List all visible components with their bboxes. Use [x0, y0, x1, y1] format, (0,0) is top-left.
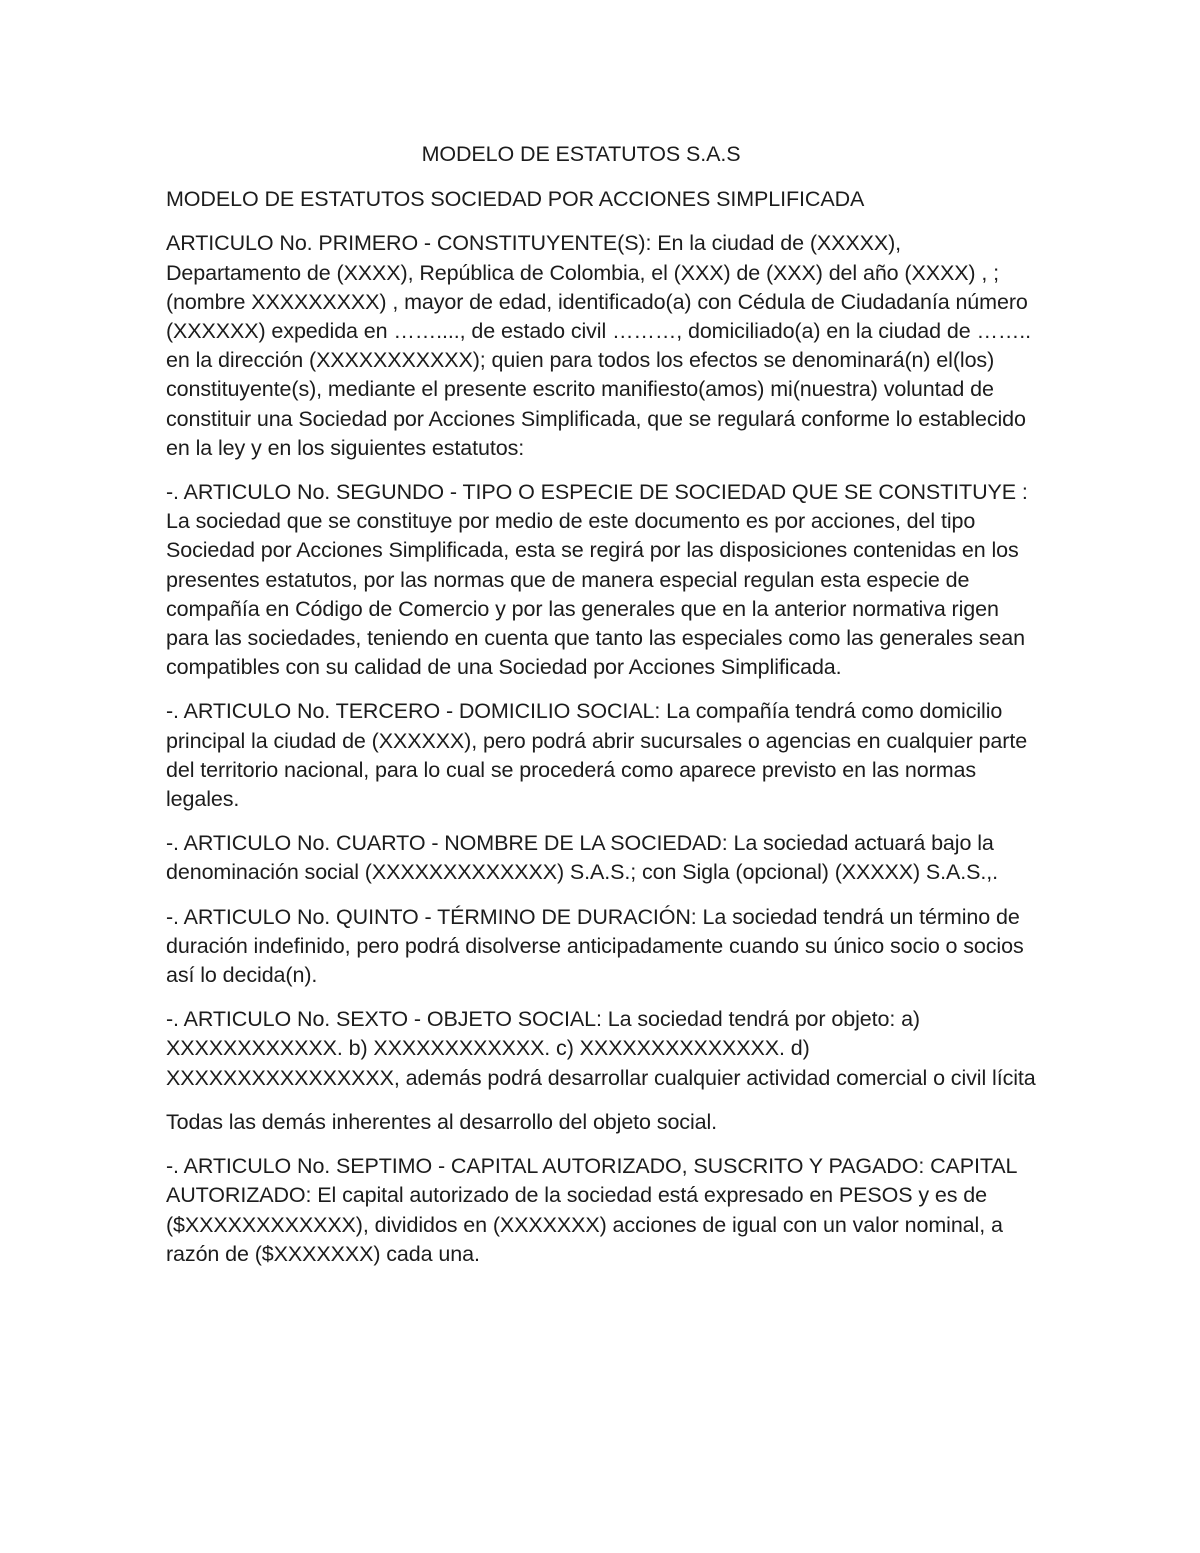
article-sexto-note: Todas las demás inherentes al desarrollo del objeto social.: [166, 1109, 718, 1134]
document-body: [166, 140, 1036, 1284]
article-cuarto: -. ARTICULO No. CUARTO - NOMBRE DE LA SOCIEDAD: La sociedad actuará bajo la denominación social (XXXXXXXXXXXXX) S.A.S.; con Sigla (opcional) (XXXXX) S.A.S.,.: [166, 831, 998, 885]
article-sexto: -. ARTICULO No. SEXTO - OBJETO SOCIAL: La sociedad tendrá por objeto: a) XXXXXXXXXXXX. b) XXXXXXXXXXXX. c) XXXXXXXXXXXXXX. d) XXXXXXXXXXXXXXXX, además podrá desarrollar cualquier actividad comercial o civil lícita: [166, 1007, 1036, 1090]
article-segundo: -. ARTICULO No. SEGUNDO - TIPO O ESPECIE DE SOCIEDAD QUE SE CONSTITUYE : La sociedad que se constituye por medio de este documento es por acciones, del tipo Sociedad por Acciones Simplificada, esta se regirá por las disposiciones contenidas en los presentes estatutos, por las normas que de manera especial regulan esta especie de compañía en Código de Comercio y por las generales que en la anterior normativa rigen para las sociedades, teniendo en cuenta que tanto las especiales como las generales sean compatibles con su calidad de una Sociedad por Acciones Simplificada.: [166, 480, 1028, 680]
article-tercero: -. ARTICULO No. TERCERO - DOMICILIO SOCIAL: La compañía tendrá como domicilio principal la ciudad de (XXXXXX), pero podrá abrir sucursales o agencias en cualquier parte del territorio nacional, para lo cual se procederá como aparece previsto en las normas legales.: [166, 699, 1028, 812]
document-title: MODELO DE ESTATUTOS S.A.S: [421, 142, 741, 166]
article-septimo: -. ARTICULO No. SEPTIMO - CAPITAL AUTORIZADO, SUSCRITO Y PAGADO: CAPITAL AUTORIZADO: El capital autorizado de la sociedad está expresado en PESOS y es de ($XXXXXXXXXXXX), divididos en (XXXXXXX) acciones de igual con un valor nominal, a razón de ($XXXXXXX) cada una.: [166, 1154, 1017, 1266]
document-subtitle: MODELO DE ESTATUTOS SOCIEDAD POR ACCIONES SIMPLIFICADA: [166, 187, 865, 212]
article-primero: ARTICULO No. PRIMERO - CONSTITUYENTE(S): En la ciudad de (XXXXX), Departamento de (XXXX), República de Colombia, el (XXX) de (XXX) del año (XXXX) , ;(nombre XXXXXXXXX) , mayor de edad, identificado(a) con Cédula de Ciudadanía número (XXXXXX) expedida en ……...., de estado civil ………, domiciliado(a) en la ciudad de …….. en la dirección (XXXXXXXXXXX); quien para todos los efectos se denominará(n) el(los) constituyente(s), mediante el presente escrito manifiesto(amos) mi(nuestra) voluntad de constituir una Sociedad por Acciones Simplificada, que se regulará conforme lo establecido en la ley y en los siguientes estatutos:: [166, 231, 1032, 460]
article-quinto: -. ARTICULO No. QUINTO - TÉRMINO DE DURACIÓN: La sociedad tendrá un término de duración indefinido, pero podrá disolverse anticipadamente cuando su único socio o socios así lo decida(n).: [166, 904, 1024, 988]
